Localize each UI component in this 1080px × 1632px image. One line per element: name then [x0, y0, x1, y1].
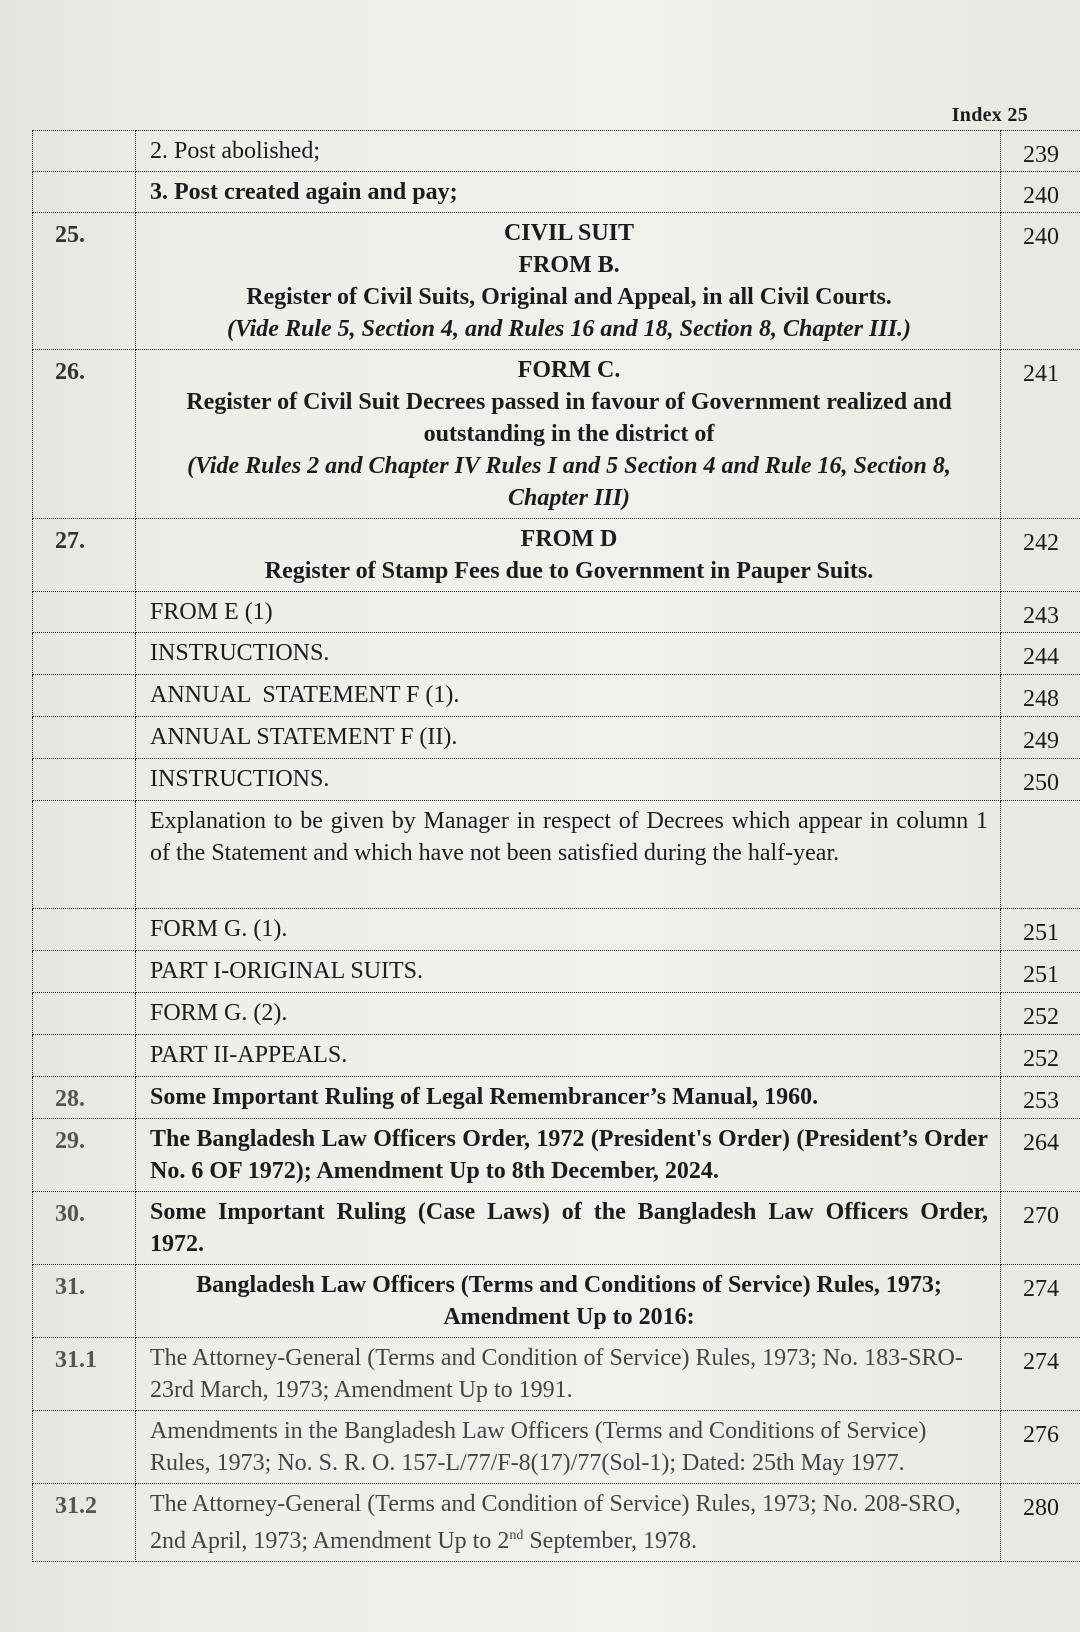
entry-number: 31. [33, 1265, 136, 1338]
table-row [33, 519, 1080, 592]
entry-title: Bangladesh Law Officers (Terms and Conditions of Service) Rules, 1973; Amendment Up to 2016: [136, 1265, 1001, 1338]
entry-page [1001, 801, 1080, 909]
table-row [33, 172, 1080, 213]
entry-heading: CIVIL SUIT [503, 220, 635, 246]
entry-title [136, 350, 1001, 519]
table-row [33, 1265, 1080, 1338]
entry-title: The Bangladesh Law Officers Order, 1972 (President's Order) (President’s Order No. 6 OF 1972); Amendment Up to 8th December, 2024. [136, 1119, 1001, 1192]
entry-page: 240 [1001, 213, 1080, 350]
table-row [33, 1035, 1080, 1077]
table-row [33, 213, 1080, 350]
entry-subheading: FROM B. [518, 252, 620, 278]
entry-number [33, 993, 136, 1035]
entry-number [33, 592, 136, 633]
entry-number [33, 633, 136, 675]
entry-page: 252 [1001, 1035, 1080, 1077]
entry-page: 280 [1001, 1484, 1080, 1562]
table-row [33, 675, 1080, 717]
entry-title: FORM G. (2). [136, 993, 1001, 1035]
entry-title-day: 2 [497, 1528, 510, 1554]
entry-page: 252 [1001, 993, 1080, 1035]
entry-title: FROM E (1) [136, 592, 1001, 633]
entry-page: 270 [1001, 1192, 1080, 1265]
entry-page: 249 [1001, 717, 1080, 759]
entry-page: 250 [1001, 759, 1080, 801]
entry-number [33, 131, 136, 172]
entry-description: Register of Stamp Fees due to Government in Pauper Suits. [264, 558, 874, 584]
entry-description: Register of Civil Suit Decrees passed in favour of Government realized and outstanding in the district of [186, 389, 952, 447]
entry-number [33, 717, 136, 759]
entry-number: 28. [33, 1077, 136, 1119]
entry-reference: (Vide Rules 2 and Chapter IV Rules I and 5 Section 4 and Rule 16, Section 8, Chapter III) [187, 453, 951, 511]
entry-page: 240 [1001, 172, 1080, 213]
entry-title: Amendments in the Bangladesh Law Officers (Terms and Conditions of Service) Rules, 1973; No. S. R. O. 157-L/77/F-8(17)/77(Sol-1); Dated: 25th May 1977. [136, 1411, 1001, 1484]
entry-page: 243 [1001, 592, 1080, 633]
entry-page: 276 [1001, 1411, 1080, 1484]
entry-heading: FORM C. [517, 357, 621, 383]
entry-number: 30. [33, 1192, 136, 1265]
entry-title: PART I-ORIGINAL SUITS. [136, 951, 1001, 993]
entry-number [33, 909, 136, 951]
entry-title-text: The Attorney-General (Terms and Condition of Service) Rules, 1973; No. 208-SRO, 2nd April, 1973; Amendment Up to [150, 1491, 961, 1554]
entry-title [136, 213, 1001, 350]
entry-number: 31.1 [33, 1338, 136, 1411]
table-row [33, 801, 1080, 909]
ordinal-suffix: nd [509, 1528, 524, 1543]
entry-title: ANNUAL STATEMENT F (II). [136, 717, 1001, 759]
entry-number [33, 951, 136, 993]
entry-title: 3. Post created again and pay; [136, 172, 1001, 213]
table-row [33, 759, 1080, 801]
table-row [33, 1411, 1080, 1484]
entry-number [33, 801, 136, 909]
entry-title-tail: September, 1978. [523, 1528, 697, 1554]
table-row [33, 1192, 1080, 1265]
table-row [33, 592, 1080, 633]
entry-page: 274 [1001, 1265, 1080, 1338]
entry-page: 241 [1001, 350, 1080, 519]
table-row [33, 131, 1080, 172]
entry-title: INSTRUCTIONS. [136, 759, 1001, 801]
entry-description: Register of Civil Suits, Original and Appeal, in all Civil Courts. [246, 284, 892, 310]
table-row [33, 633, 1080, 675]
entry-number: 27. [33, 519, 136, 592]
entry-number: 26. [33, 350, 136, 519]
entry-title: PART II-APPEALS. [136, 1035, 1001, 1077]
entry-number: 25. [33, 213, 136, 350]
entry-number [33, 675, 136, 717]
entry-number [33, 759, 136, 801]
entry-reference: (Vide Rule 5, Section 4, and Rules 16 and 18, Section 8, Chapter III.) [226, 316, 912, 342]
entry-page: 248 [1001, 675, 1080, 717]
table-row [33, 1119, 1080, 1192]
table-row [33, 1338, 1080, 1411]
table-row [33, 350, 1080, 519]
entry-title: INSTRUCTIONS. [136, 633, 1001, 675]
entry-title: FORM G. (1). [136, 909, 1001, 951]
entry-title: ANNUAL STATEMENT F (1). [136, 675, 1001, 717]
entry-number: 29. [33, 1119, 136, 1192]
entry-number [33, 172, 136, 213]
entry-title [136, 1484, 1001, 1562]
table-row [33, 1484, 1080, 1562]
entry-page: 242 [1001, 519, 1080, 592]
entry-title: Some Important Ruling of Legal Remembrancer’s Manual, 1960. [136, 1077, 1001, 1119]
entry-title [136, 519, 1001, 592]
entry-title: Explanation to be given by Manager in respect of Decrees which appear in column 1 of the Statement and which have not been satisfied during the half-year. [136, 801, 1001, 909]
table-row [33, 909, 1080, 951]
entry-title: Some Important Ruling (Case Laws) of the Bangladesh Law Officers Order, 1972. [136, 1192, 1001, 1265]
entry-title: 2. Post abolished; [136, 131, 1001, 172]
table-row [33, 951, 1080, 993]
entry-number [33, 1411, 136, 1484]
entry-page: 274 [1001, 1338, 1080, 1411]
entry-page: 251 [1001, 909, 1080, 951]
entry-number [33, 1035, 136, 1077]
entry-page: 244 [1001, 633, 1080, 675]
entry-page: 239 [1001, 131, 1080, 172]
index-table [32, 130, 1080, 1562]
entry-page: 264 [1001, 1119, 1080, 1192]
entry-title: The Attorney-General (Terms and Condition of Service) Rules, 1973; No. 183-SRO-23rd March, 1973; Amendment Up to 1991. [136, 1338, 1001, 1411]
running-head: Index 25 [951, 104, 1028, 126]
entry-number: 31.2 [33, 1484, 136, 1562]
entry-heading: FROM D [520, 526, 618, 552]
entry-page: 253 [1001, 1077, 1080, 1119]
table-row [33, 993, 1080, 1035]
table-row [33, 1077, 1080, 1119]
entry-page: 251 [1001, 951, 1080, 993]
table-row [33, 717, 1080, 759]
